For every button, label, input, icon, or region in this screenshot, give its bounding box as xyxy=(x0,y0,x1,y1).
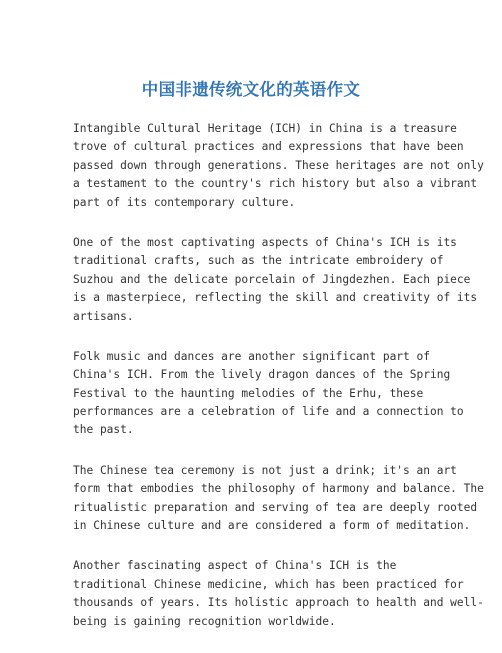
text-line: trove of cultural practices and expressions that have been xyxy=(73,140,464,154)
text-line: thousands of years. Its holistic approach to health and well- xyxy=(73,596,484,610)
text-line: passed down through generations. These heritages are not only xyxy=(73,158,484,172)
paragraph-medicine xyxy=(73,557,484,631)
text-line: Another fascinating aspect of China's ICH is the xyxy=(73,559,397,573)
document-title: 中国非遗传统文化的英语作文 xyxy=(141,80,361,99)
paragraph-intro xyxy=(73,120,484,212)
text-line: the past. xyxy=(73,423,134,437)
text-line: Suzhou and the delicate porcelain of Jingdezhen. Each piece xyxy=(73,272,471,286)
text-line: a testament to the country's rich history but also a vibrant xyxy=(73,177,478,191)
text-line: being is gaining recognition worldwide. xyxy=(73,614,336,628)
paragraph-crafts xyxy=(73,234,478,326)
text-line: One of the most captivating aspects of China's ICH is its xyxy=(73,235,457,249)
text-line: part of its contemporary culture. xyxy=(73,195,296,209)
text-line: in Chinese culture and are considered a form of meditation. xyxy=(73,519,471,533)
text-line: Intangible Cultural Heritage (ICH) in China is a treasure xyxy=(73,122,457,135)
text-line: Festival to the haunting melodies of the Erhu, these xyxy=(73,386,424,400)
paragraph-music-dance xyxy=(73,348,464,440)
text-line: traditional crafts, such as the intricate embroidery of xyxy=(73,254,444,268)
text-line: is a masterpiece, reflecting the skill and creativity of its xyxy=(73,291,478,305)
text-line: The Chinese tea ceremony is not just a drink; it's an art xyxy=(73,463,457,477)
text-line: performances are a celebration of life and a connection to xyxy=(73,405,464,419)
text-line: traditional Chinese medicine, which has been practiced for xyxy=(73,577,464,591)
document-body xyxy=(73,120,484,653)
paragraph-tea-ceremony xyxy=(73,462,484,536)
text-line: Folk music and dances are another significant part of xyxy=(73,349,430,363)
text-line: ritualistic preparation and serving of tea are deeply rooted xyxy=(73,500,478,514)
text-line: artisans. xyxy=(73,309,134,323)
text-line: form that embodies the philosophy of harmony and balance. The xyxy=(73,482,484,496)
text-line: China's ICH. From the lively dragon dances of the Spring xyxy=(73,368,451,382)
